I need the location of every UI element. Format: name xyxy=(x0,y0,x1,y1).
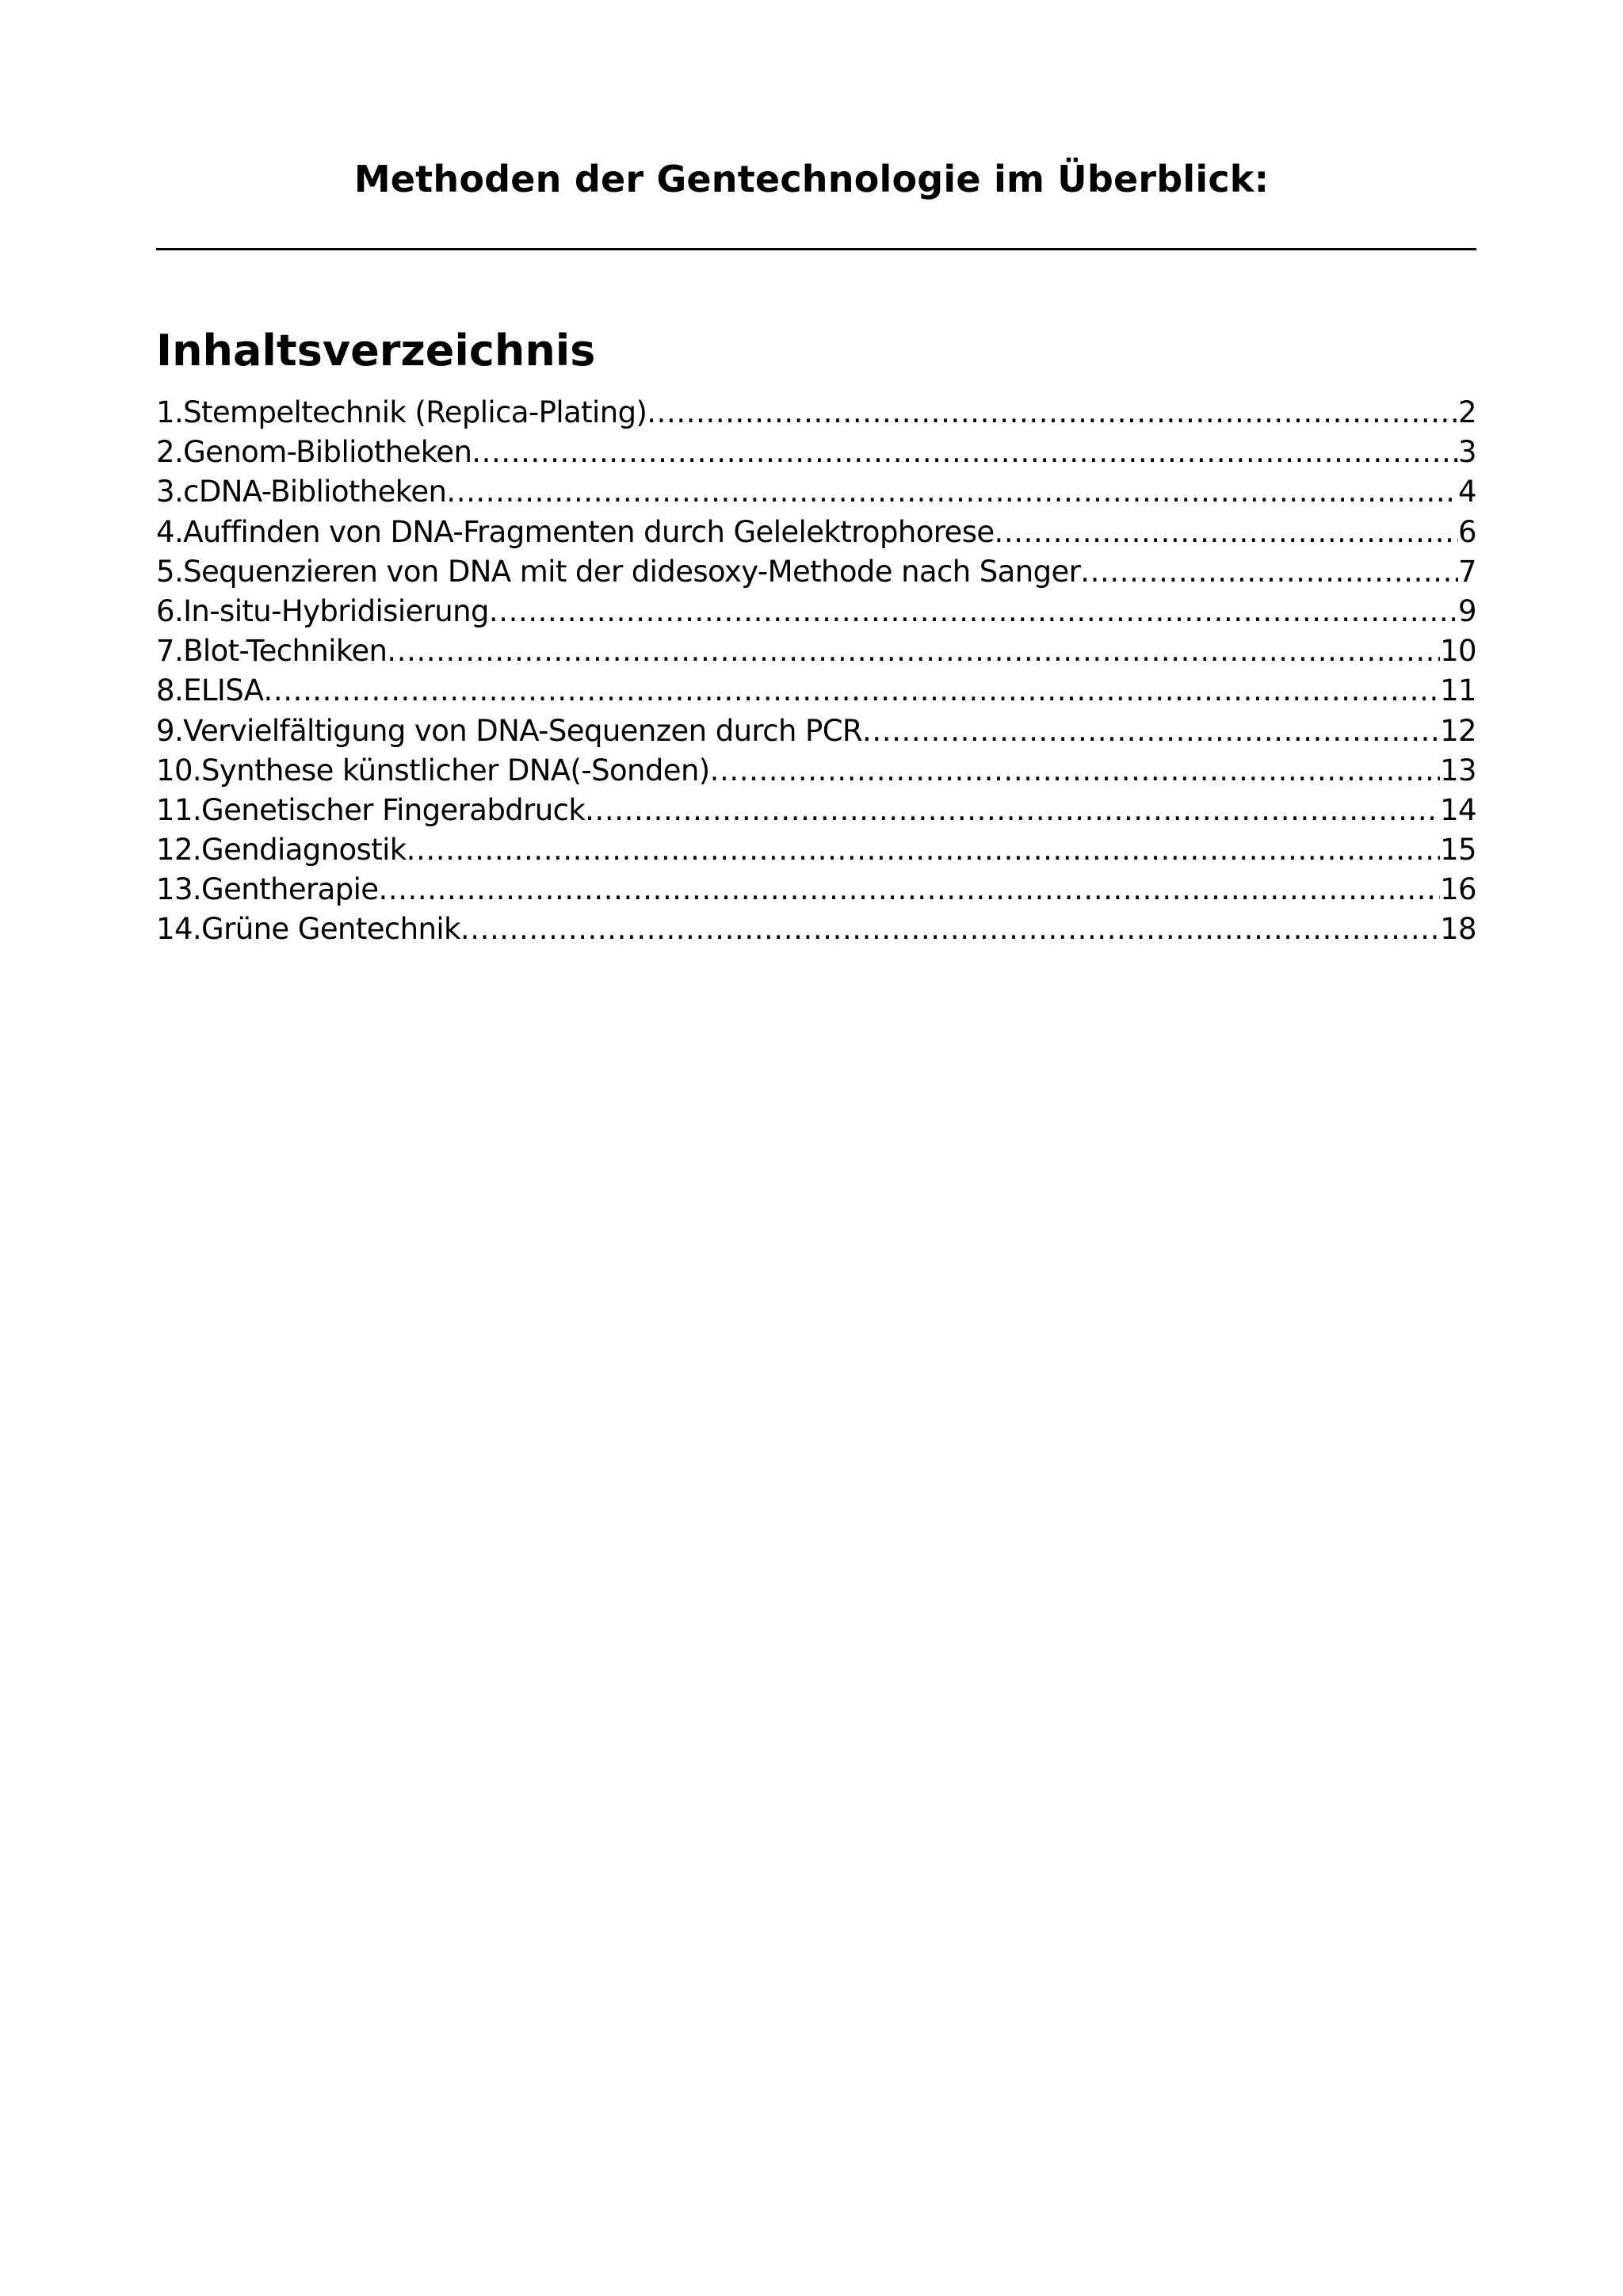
toc-page-number: 6 xyxy=(1458,514,1476,549)
toc-entry[interactable] xyxy=(156,830,1476,870)
toc-entry-label: 9.Vervielfältigung von DNA-Sequenzen durch PCR xyxy=(156,713,863,748)
toc-page-number: 12 xyxy=(1440,713,1476,748)
toc-entry-label: 11.Genetischer Fingerabdruck xyxy=(156,792,586,827)
toc-dot-leader xyxy=(264,671,1441,711)
toc-entry[interactable] xyxy=(156,671,1476,711)
toc-entry-label: 12.Gendiagnostik xyxy=(156,833,407,868)
toc-dot-leader xyxy=(446,472,1458,512)
toc-entry[interactable] xyxy=(156,711,1476,751)
toc-dot-leader xyxy=(1080,552,1458,592)
toc-dot-leader xyxy=(995,513,1459,552)
toc-entry[interactable] xyxy=(156,751,1476,791)
table-of-contents xyxy=(156,393,1476,950)
toc-entry-label: 2.Genom-Bibliotheken xyxy=(156,435,472,470)
toc-dot-leader xyxy=(489,592,1458,631)
toc-entry[interactable] xyxy=(156,513,1476,552)
toc-page-number: 15 xyxy=(1440,833,1476,868)
toc-page-number: 14 xyxy=(1440,792,1476,827)
toc-entry[interactable] xyxy=(156,791,1476,830)
toc-heading: Inhaltsverzeichnis xyxy=(156,326,596,376)
toc-entry[interactable] xyxy=(156,552,1476,592)
toc-dot-leader xyxy=(710,751,1440,791)
toc-page-number: 16 xyxy=(1440,872,1476,907)
title-divider xyxy=(156,248,1476,250)
toc-entry-label: 1.Stempeltechnik (Replica-Plating) xyxy=(156,395,647,429)
toc-entry-label: 6.In-situ-Hybridisierung xyxy=(156,593,489,628)
toc-page-number: 18 xyxy=(1440,912,1476,947)
toc-page-number: 10 xyxy=(1440,634,1476,669)
toc-entry-label: 14.Grüne Gentechnik xyxy=(156,912,460,947)
toc-page-number: 4 xyxy=(1458,475,1476,509)
toc-dot-leader xyxy=(387,631,1440,671)
document-title: Methoden der Gentechnologie im Überblick: xyxy=(353,158,1270,200)
toc-dot-leader xyxy=(585,791,1440,830)
toc-entry-label: 4.Auffinden von DNA-Fragmenten durch Gelelektrophorese xyxy=(156,514,995,549)
toc-dot-leader xyxy=(862,711,1440,751)
toc-entry[interactable] xyxy=(156,472,1476,512)
toc-entry-label: 5.Sequenzieren von DNA mit der didesoxy-Methode nach Sanger xyxy=(156,554,1081,589)
toc-dot-leader xyxy=(647,393,1458,433)
toc-entry-label: 3.cDNA-Bibliotheken xyxy=(156,475,447,509)
toc-page-number: 2 xyxy=(1458,395,1476,429)
toc-dot-leader xyxy=(407,830,1440,870)
toc-page-number: 3 xyxy=(1458,435,1476,470)
toc-dot-leader xyxy=(460,910,1440,949)
toc-page-number: 9 xyxy=(1458,593,1476,628)
toc-page-number: 7 xyxy=(1458,554,1476,589)
toc-entry[interactable] xyxy=(156,870,1476,910)
toc-entry[interactable] xyxy=(156,433,1476,472)
toc-entry-label: 10.Synthese künstlicher DNA(-Sonden) xyxy=(156,753,710,788)
toc-entry[interactable] xyxy=(156,631,1476,671)
toc-entry[interactable] xyxy=(156,910,1476,949)
toc-dot-leader xyxy=(378,870,1440,910)
toc-entry-label: 8.ELISA xyxy=(156,673,264,708)
toc-dot-leader xyxy=(472,433,1458,472)
toc-entry[interactable] xyxy=(156,592,1476,631)
toc-entry-label: 13.Gentherapie xyxy=(156,872,379,907)
toc-page-number: 11 xyxy=(1440,673,1476,708)
toc-entry[interactable] xyxy=(156,393,1476,433)
toc-page-number: 13 xyxy=(1440,753,1476,788)
toc-entry-label: 7.Blot-Techniken xyxy=(156,634,388,669)
